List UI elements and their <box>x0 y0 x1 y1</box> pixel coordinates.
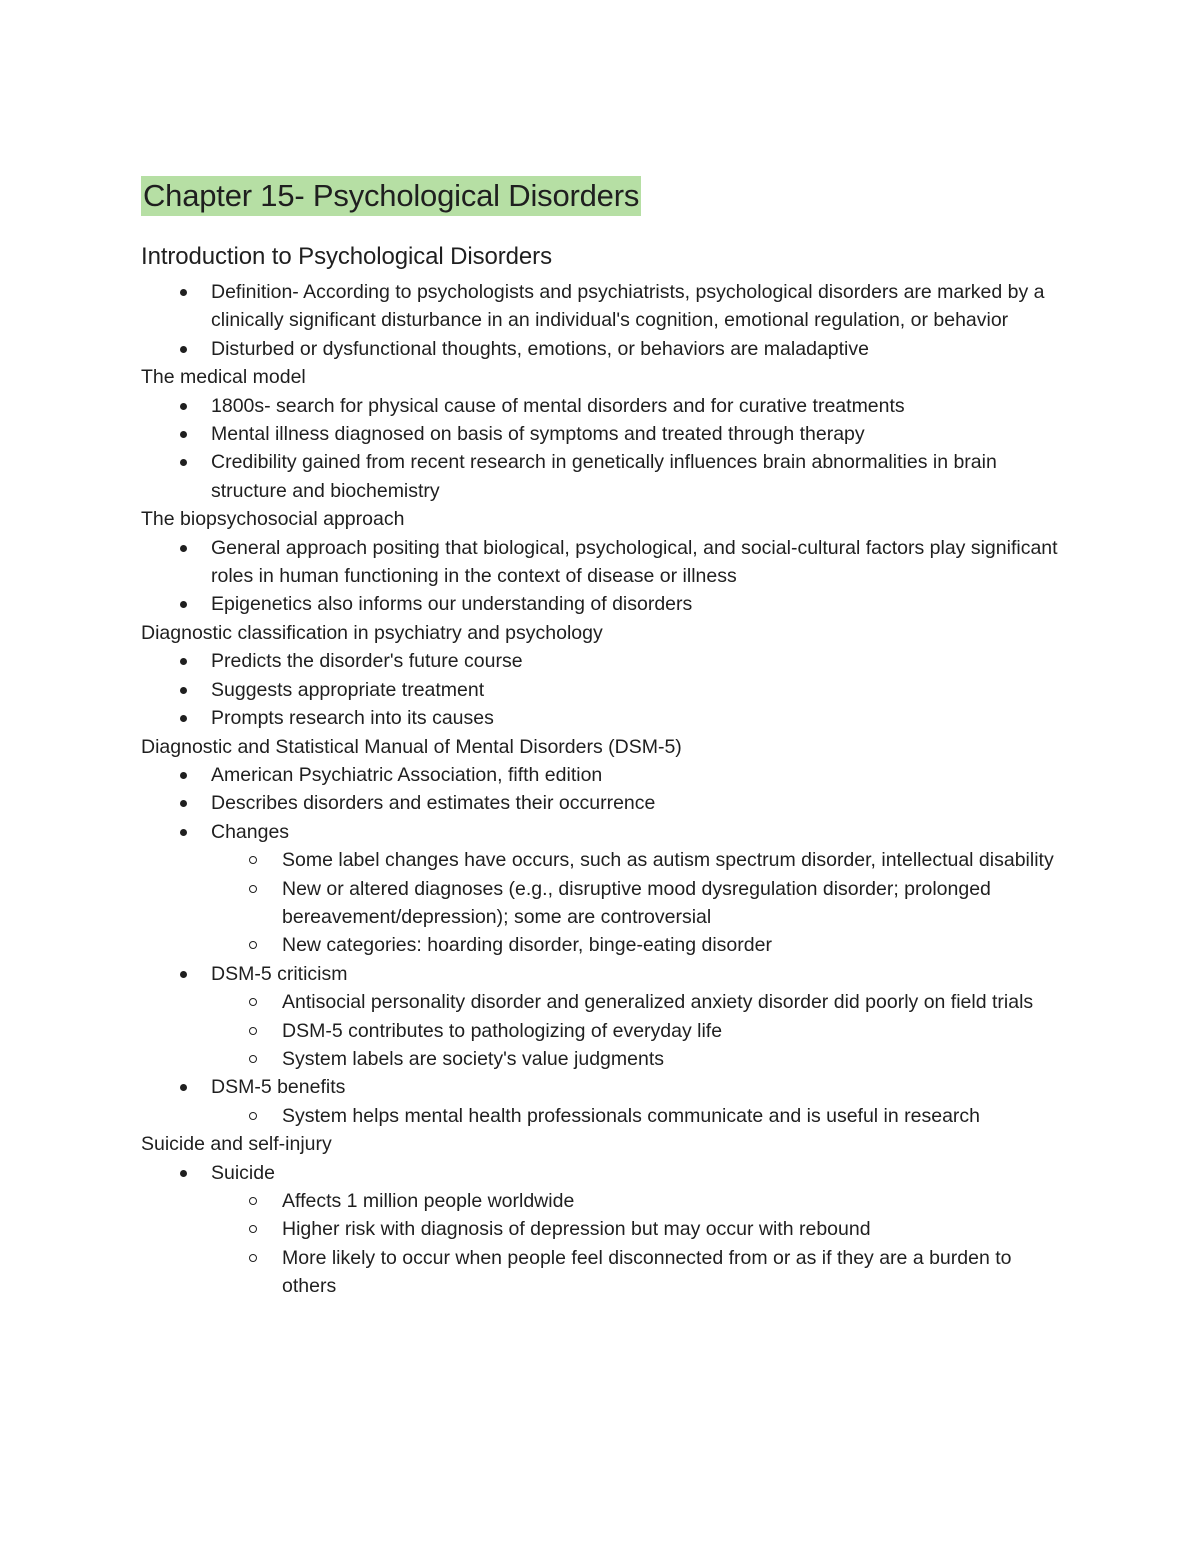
list-item: Suggests appropriate treatment <box>141 676 1071 704</box>
benefits-sublist <box>141 1102 1071 1130</box>
list-item: 1800s- search for physical cause of mental disorders and for curative treatments <box>141 392 1071 420</box>
hollow-bullet-icon <box>249 1225 257 1233</box>
list-item: Credibility gained from recent research in genetically influences brain abnormalities in brain structure and biochemistry <box>141 448 1071 505</box>
bullet-icon <box>180 289 187 296</box>
section-heading: Introduction to Psychological Disorders <box>141 243 552 270</box>
sublist-item: Antisocial personality disorder and generalized anxiety disorder did poorly on field trials <box>141 988 1071 1016</box>
list-item: General approach positing that biological, psychological, and social-cultural factors play significant roles in human functioning in the context of disease or illness <box>141 534 1071 591</box>
hollow-bullet-icon <box>249 885 257 893</box>
diagnostic-classification-list <box>141 647 1071 732</box>
bullet-icon <box>180 601 187 608</box>
hollow-bullet-icon <box>249 1197 257 1205</box>
sublist-item: New or altered diagnoses (e.g., disruptive mood dysregulation disorder; prolonged bereavement/depression); some are controversial <box>141 875 1071 932</box>
sublist-item: System helps mental health professionals communicate and is useful in research <box>141 1102 1071 1130</box>
hollow-bullet-icon <box>249 1027 257 1035</box>
changes-sublist <box>141 846 1071 960</box>
list-item: DSM-5 criticism Antisocial personality disorder and generalized anxiety disorder did poorly on field trials DSM-5 contributes to pathologizing of everyday life System labels are society's value judgments <box>141 960 1071 1074</box>
sublist-item: System labels are society's value judgments <box>141 1045 1071 1073</box>
hollow-bullet-icon <box>249 1055 257 1063</box>
list-item: American Psychiatric Association, fifth edition <box>141 761 1071 789</box>
sublist-item: Affects 1 million people worldwide <box>141 1187 1071 1215</box>
criticism-sublist <box>141 988 1071 1073</box>
subsection-label: Diagnostic classification in psychiatry and psychology <box>141 621 603 644</box>
bullet-icon <box>180 1170 187 1177</box>
hollow-bullet-icon <box>249 1112 257 1120</box>
bullet-icon <box>180 715 187 722</box>
list-item: Suicide Affects 1 million people worldwide Higher risk with diagnosis of depression but may occur with rebound More likely to occur when people feel disconnected from or as if they are a burden to others <box>141 1159 1071 1301</box>
dsm5-list <box>141 761 1071 1130</box>
list-item: Prompts research into its causes <box>141 704 1071 732</box>
sublist-item: DSM-5 contributes to pathologizing of everyday life <box>141 1017 1071 1045</box>
sublist-item: Higher risk with diagnosis of depression but may occur with rebound <box>141 1215 1071 1243</box>
sublist-item: New categories: hoarding disorder, binge-eating disorder <box>141 931 1071 959</box>
hollow-bullet-icon <box>249 941 257 949</box>
bullet-icon <box>180 403 187 410</box>
bullet-icon <box>180 687 187 694</box>
bullet-icon <box>180 431 187 438</box>
list-item: Mental illness diagnosed on basis of symptoms and treated through therapy <box>141 420 1071 448</box>
bullet-icon <box>180 829 187 836</box>
chapter-title: Chapter 15- Psychological Disorders <box>141 176 641 216</box>
suicide-sublist <box>141 1187 1071 1301</box>
biopsychosocial-list <box>141 534 1071 619</box>
hollow-bullet-icon <box>249 856 257 864</box>
subsection-label: The medical model <box>141 366 306 389</box>
document-body <box>141 176 1071 1301</box>
sublist-item: More likely to occur when people feel disconnected from or as if they are a burden to others <box>141 1244 1071 1301</box>
bullet-icon <box>180 1084 187 1091</box>
suicide-list <box>141 1159 1071 1301</box>
bullet-icon <box>180 459 187 466</box>
bullet-icon <box>180 658 187 665</box>
hollow-bullet-icon <box>249 998 257 1006</box>
subsection-label: Diagnostic and Statistical Manual of Mental Disorders (DSM-5) <box>141 735 682 758</box>
subsection-label: Suicide and self-injury <box>141 1133 332 1156</box>
bullet-icon <box>180 971 187 978</box>
list-item: Describes disorders and estimates their occurrence <box>141 789 1071 817</box>
list-item: Disturbed or dysfunctional thoughts, emotions, or behaviors are maladaptive <box>141 335 1071 363</box>
list-item: Epigenetics also informs our understanding of disorders <box>141 590 1071 618</box>
list-item: Definition- According to psychologists and psychiatrists, psychological disorders are marked by a clinically significant disturbance in an individual's cognition, emotional regulation, or behavior <box>141 278 1071 335</box>
intro-list <box>141 278 1071 363</box>
bullet-icon <box>180 800 187 807</box>
hollow-bullet-icon <box>249 1254 257 1262</box>
bullet-icon <box>180 772 187 779</box>
bullet-icon <box>180 346 187 353</box>
list-item: DSM-5 benefits System helps mental health professionals communicate and is useful in research <box>141 1073 1071 1130</box>
list-item: Predicts the disorder's future course <box>141 647 1071 675</box>
bullet-icon <box>180 545 187 552</box>
list-item: Changes Some label changes have occurs, such as autism spectrum disorder, intellectual disability New or altered diagnoses (e.g., disruptive mood dysregulation disorder; prolonged bereavement/depression); some are controversial New categories: hoarding disorder, binge-eating disorder <box>141 818 1071 960</box>
subsection-label: The biopsychosocial approach <box>141 508 405 531</box>
sublist-item: Some label changes have occurs, such as autism spectrum disorder, intellectual disability <box>141 846 1071 874</box>
medical-model-list <box>141 392 1071 506</box>
